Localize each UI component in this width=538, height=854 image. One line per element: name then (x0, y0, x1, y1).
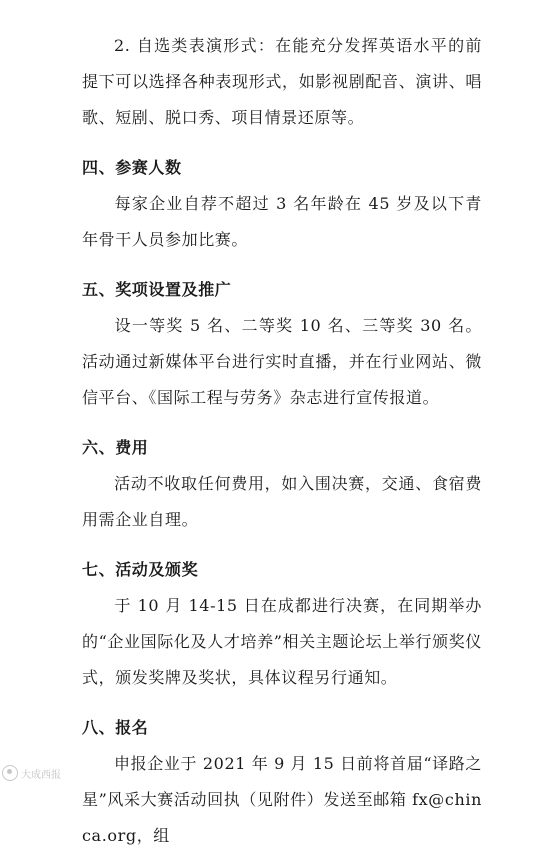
paragraph-participants-text: 每家企业自荐不超过 3 名年龄在 45 岁及以下青年骨干人员参加比赛。 (82, 194, 482, 249)
paragraph-fees (82, 466, 482, 538)
watermark-logo-icon (2, 765, 18, 781)
section-heading-registration: 八、报名 (82, 718, 149, 737)
paragraph-ceremony-text: 于 10 月 14-15 日在成都进行决赛，在同期举办的“企业国际化及人才培养”相关主题论坛上举行颁奖仪式，颁发奖牌及奖状，具体议程另行通知。 (82, 596, 482, 687)
section-heading-participants: 四、参赛人数 (82, 158, 182, 177)
section-heading-awards: 五、奖项设置及推广 (82, 280, 232, 299)
paragraph-registration-text: 申报企业于 2021 年 9 月 15 日前将首届“译路之星”风采大赛活动回执（见附件）发送至邮箱 fx@chinca.org，组 (82, 754, 482, 845)
watermark (2, 765, 61, 781)
paragraph-item-2-text: 2. 自选类表演形式：在能充分发挥英语水平的前提下可以选择各种表现形式，如影视剧配音、演讲、唱歌、短剧、脱口秀、项目情景还原等。 (82, 36, 482, 127)
section-heading-ceremony: 七、活动及颁奖 (82, 560, 199, 579)
paragraph-item-2 (82, 28, 482, 136)
paragraph-participants (82, 186, 482, 258)
document-body (82, 28, 482, 854)
paragraph-fees-text: 活动不收取任何费用，如入围决赛，交通、食宿费用需企业自理。 (82, 474, 482, 529)
paragraph-ceremony (82, 588, 482, 696)
paragraph-awards (82, 308, 482, 416)
paragraph-awards-text: 设一等奖 5 名、二等奖 10 名、三等奖 30 名。活动通过新媒体平台进行实时直播，并在行业网站、微信平台、《国际工程与劳务》杂志进行宣传报道。 (82, 316, 482, 407)
watermark-text: 大成西报 (21, 769, 61, 781)
paragraph-registration (82, 746, 482, 854)
section-heading-fees: 六、费用 (82, 438, 149, 457)
